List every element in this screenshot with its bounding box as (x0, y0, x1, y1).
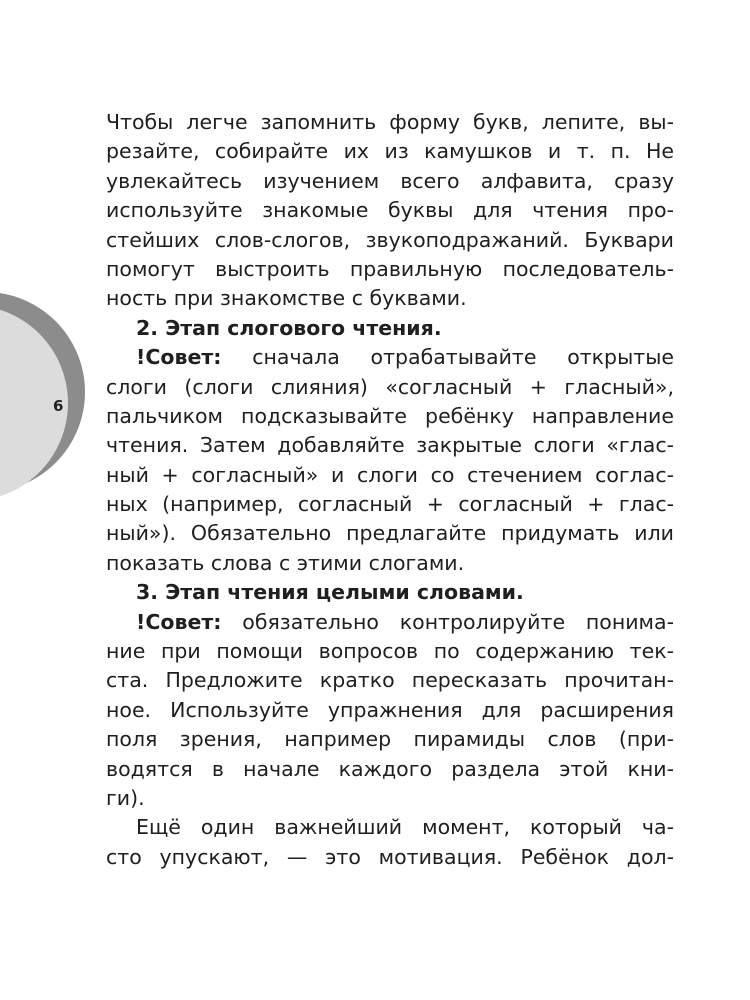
text-line: используйте знакомые буквы для чтения про- (106, 198, 674, 223)
text-line: водятся в начале каждого раздела этой кни- (106, 756, 674, 781)
tip-whole-word-reading (106, 608, 674, 814)
text-line: стейших слов-слогов, звукоподражаний. Буквари (106, 227, 674, 252)
text-line: ное. Используйте упражнения для расширения (106, 697, 674, 722)
text-line: ный + согласный» и слоги со стечением соглас- (106, 462, 674, 487)
text-line: резайте, собирайте их из камушков и т. п. Не (106, 139, 674, 164)
text-line: ги). (106, 785, 145, 810)
text-line: чтения. Затем добавляйте закрытые слоги «глас- (106, 433, 674, 458)
text-line: помогут выстроить правильную последователь- (106, 256, 674, 281)
tip-label: !Совет: (136, 345, 222, 370)
tip-label: !Совет: (136, 609, 222, 634)
text-line: ста. Предложите кратко пересказать прочитан- (106, 668, 674, 693)
text-line: ность при знакомстве с буквами. (106, 286, 467, 311)
text-line: Ещё один важнейший момент, который ча- (136, 815, 674, 840)
page-body (106, 108, 674, 872)
page-number: 6 (53, 397, 64, 415)
tip-syllable-reading (106, 343, 674, 578)
text-line: сто упускают, — это мотивация. Ребёнок дол- (106, 844, 674, 869)
paragraph-motivation (106, 813, 674, 872)
text-line: поля зрения, например пирамиды слов (при- (106, 727, 674, 752)
section-heading-syllable-reading: 2. Этап слогового чтения. (136, 315, 442, 340)
text-line: ние при помощи вопросов по содержанию тек- (106, 639, 674, 664)
text-line: ный»). Обязательно предлагайте придумать или (106, 521, 674, 546)
text-line: Чтобы легче запомнить форму букв, лепите, вы- (106, 110, 674, 134)
section-heading-whole-word-reading: 3. Этап чтения целыми словами. (136, 580, 524, 605)
text-line: показать слова с этими слогами. (106, 550, 465, 575)
text-line: увлекайтесь изучением всего алфавита, сразу (106, 168, 674, 193)
text-line: пальчиком подсказывайте ребёнку направление (106, 403, 674, 428)
text-line: !Совет: обязательно контролируйте понима- (136, 609, 674, 634)
text-line: ных (например, согласный + согласный + глас- (106, 492, 674, 517)
text-line: слоги (слоги слияния) «согласный + гласный», (106, 374, 674, 399)
text-line: !Совет: сначала отрабатывайте открытые (136, 345, 674, 370)
paragraph-intro (106, 108, 674, 314)
